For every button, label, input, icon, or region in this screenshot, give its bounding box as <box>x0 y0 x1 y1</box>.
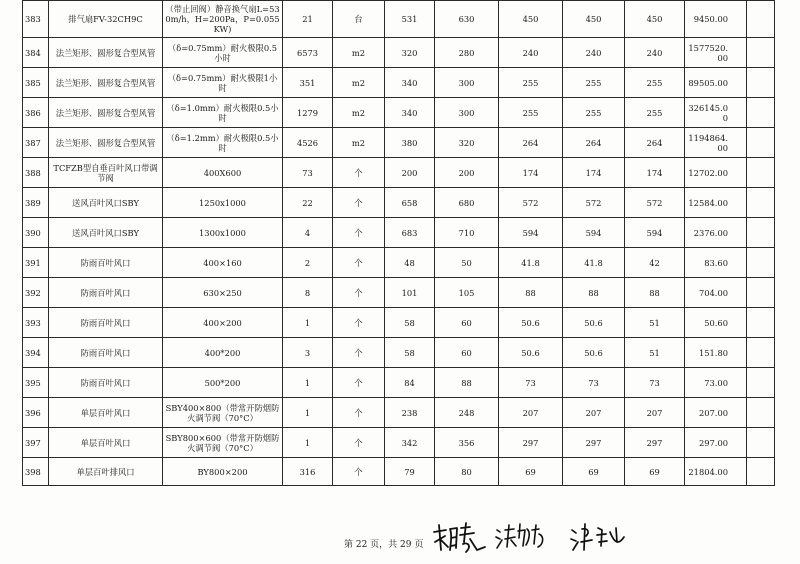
item-spec: （δ=1.2mm）耐火极限0.5小时 <box>163 128 283 158</box>
item-number: 395 <box>23 368 49 398</box>
remarks-cell <box>747 128 775 158</box>
item-spec: SBY400×800（带常开防烟防火调节阀（70°C） <box>163 398 283 428</box>
price-4: 41.8 <box>563 248 625 278</box>
price-5: 207 <box>625 398 685 428</box>
signature-1 <box>430 520 492 558</box>
item-total: 83.60 <box>685 248 747 278</box>
item-spec: 1250x1000 <box>163 188 283 218</box>
price-4: 255 <box>563 98 625 128</box>
item-number: 394 <box>23 338 49 368</box>
item-quantity: 8 <box>283 278 333 308</box>
item-quantity: 1 <box>283 398 333 428</box>
price-4: 88 <box>563 278 625 308</box>
item-total: 89505.00 <box>685 68 747 98</box>
item-number: 386 <box>23 98 49 128</box>
remarks-cell <box>747 38 775 68</box>
price-3: 73 <box>499 368 563 398</box>
item-total: 50.60 <box>685 308 747 338</box>
price-5: 42 <box>625 248 685 278</box>
table-row <box>23 398 775 428</box>
price-2: 710 <box>435 218 499 248</box>
page-number: 第 22 页，共 29 页 <box>344 540 424 550</box>
price-1: 340 <box>385 68 435 98</box>
item-total: 207.00 <box>685 398 747 428</box>
page-footer <box>344 537 426 550</box>
price-4: 297 <box>563 428 625 458</box>
price-2: 105 <box>435 278 499 308</box>
item-unit: 个 <box>333 368 385 398</box>
item-unit: m2 <box>333 68 385 98</box>
item-name: 单层百叶风口 <box>49 428 163 458</box>
item-total: 704.00 <box>685 278 747 308</box>
item-quantity: 3 <box>283 338 333 368</box>
item-name: 单层百叶排风口 <box>49 458 163 486</box>
price-1: 683 <box>385 218 435 248</box>
price-5: 572 <box>625 188 685 218</box>
item-total: 1194864.00 <box>685 128 747 158</box>
price-5: 255 <box>625 98 685 128</box>
item-quantity: 316 <box>283 458 333 486</box>
item-spec: 400X600 <box>163 158 283 188</box>
item-number: 397 <box>23 428 49 458</box>
price-3: 594 <box>499 218 563 248</box>
item-unit: 个 <box>333 458 385 486</box>
item-quantity: 351 <box>283 68 333 98</box>
item-spec: 400×200 <box>163 308 283 338</box>
price-3: 41.8 <box>499 248 563 278</box>
item-name: 法兰矩形、圆形复合型风管 <box>49 98 163 128</box>
price-1: 340 <box>385 98 435 128</box>
price-4: 207 <box>563 398 625 428</box>
table-row <box>23 128 775 158</box>
price-2: 300 <box>435 98 499 128</box>
item-number: 388 <box>23 158 49 188</box>
remarks-cell <box>747 428 775 458</box>
price-1: 380 <box>385 128 435 158</box>
price-2: 80 <box>435 458 499 486</box>
item-unit: 个 <box>333 188 385 218</box>
price-5: 51 <box>625 338 685 368</box>
price-1: 531 <box>385 1 435 38</box>
item-total: 2376.00 <box>685 218 747 248</box>
item-quantity: 73 <box>283 158 333 188</box>
table-row <box>23 38 775 68</box>
signature-2 <box>494 520 550 554</box>
item-quantity: 6573 <box>283 38 333 68</box>
price-2: 50 <box>435 248 499 278</box>
table-body <box>23 1 775 486</box>
item-name: 送风百叶风口SBY <box>49 218 163 248</box>
price-1: 58 <box>385 338 435 368</box>
price-1: 58 <box>385 308 435 338</box>
table-row <box>23 458 775 486</box>
price-table <box>22 0 775 486</box>
price-1: 342 <box>385 428 435 458</box>
price-4: 594 <box>563 218 625 248</box>
price-5: 51 <box>625 308 685 338</box>
item-number: 390 <box>23 218 49 248</box>
item-unit: m2 <box>333 38 385 68</box>
price-3: 88 <box>499 278 563 308</box>
remarks-cell <box>747 68 775 98</box>
table-row <box>23 248 775 278</box>
remarks-cell <box>747 458 775 486</box>
price-5: 174 <box>625 158 685 188</box>
item-spec: （带止回阀）静音换气扇L=530m/h，H=200Pa，P=0.055KW) <box>163 1 283 38</box>
item-unit: 个 <box>333 158 385 188</box>
price-5: 88 <box>625 278 685 308</box>
item-total: 73.00 <box>685 368 747 398</box>
price-2: 280 <box>435 38 499 68</box>
table-row <box>23 218 775 248</box>
price-2: 300 <box>435 68 499 98</box>
item-total: 297.00 <box>685 428 747 458</box>
price-3: 572 <box>499 188 563 218</box>
item-number: 398 <box>23 458 49 486</box>
item-quantity: 21 <box>283 1 333 38</box>
price-2: 630 <box>435 1 499 38</box>
item-quantity: 2 <box>283 248 333 278</box>
item-name: 法兰矩形、圆形复合型风管 <box>49 38 163 68</box>
item-name: 单层百叶风口 <box>49 398 163 428</box>
price-1: 238 <box>385 398 435 428</box>
item-name: 排气扇FV-32CH9C <box>49 1 163 38</box>
table-row <box>23 188 775 218</box>
item-number: 389 <box>23 188 49 218</box>
item-name: 防雨百叶风口 <box>49 248 163 278</box>
item-quantity: 22 <box>283 188 333 218</box>
item-spec: SBY800×600（带常开防烟防火调节阀（70°C） <box>163 428 283 458</box>
price-3: 255 <box>499 68 563 98</box>
item-number: 385 <box>23 68 49 98</box>
item-spec: 400×160 <box>163 248 283 278</box>
table-row <box>23 368 775 398</box>
price-5: 255 <box>625 68 685 98</box>
item-name: 防雨百叶风口 <box>49 338 163 368</box>
item-name: TCFZB型自垂百叶风口带调节阀 <box>49 158 163 188</box>
item-unit: 个 <box>333 308 385 338</box>
item-number: 396 <box>23 398 49 428</box>
item-total: 21804.00 <box>685 458 747 486</box>
price-4: 50.6 <box>563 338 625 368</box>
item-quantity: 1 <box>283 368 333 398</box>
item-spec: BY800×200 <box>163 458 283 486</box>
remarks-cell <box>747 368 775 398</box>
item-unit: 个 <box>333 398 385 428</box>
price-5: 450 <box>625 1 685 38</box>
table-row <box>23 278 775 308</box>
price-4: 240 <box>563 38 625 68</box>
price-4: 572 <box>563 188 625 218</box>
price-2: 200 <box>435 158 499 188</box>
price-2: 680 <box>435 188 499 218</box>
item-total: 1577520.00 <box>685 38 747 68</box>
price-4: 174 <box>563 158 625 188</box>
item-total: 12702.00 <box>685 158 747 188</box>
price-1: 48 <box>385 248 435 278</box>
item-name: 法兰矩形、圆形复合型风管 <box>49 68 163 98</box>
item-total: 151.80 <box>685 338 747 368</box>
remarks-cell <box>747 338 775 368</box>
price-5: 73 <box>625 368 685 398</box>
price-3: 50.6 <box>499 338 563 368</box>
price-4: 50.6 <box>563 308 625 338</box>
item-spec: 400*200 <box>163 338 283 368</box>
price-2: 60 <box>435 338 499 368</box>
item-quantity: 1 <box>283 428 333 458</box>
price-1: 84 <box>385 368 435 398</box>
item-number: 391 <box>23 248 49 278</box>
item-number: 392 <box>23 278 49 308</box>
table-row <box>23 68 775 98</box>
item-number: 384 <box>23 38 49 68</box>
price-5: 69 <box>625 458 685 486</box>
item-spec: （δ=0.75mm）耐火极限1小时 <box>163 68 283 98</box>
item-spec: （δ=1.0mm）耐火极限0.5小时 <box>163 98 283 128</box>
item-unit: 个 <box>333 428 385 458</box>
price-2: 88 <box>435 368 499 398</box>
remarks-cell <box>747 248 775 278</box>
remarks-cell <box>747 188 775 218</box>
item-name: 送风百叶风口SBY <box>49 188 163 218</box>
item-spec: 1300x1000 <box>163 218 283 248</box>
item-name: 防雨百叶风口 <box>49 278 163 308</box>
item-total: 9450.00 <box>685 1 747 38</box>
remarks-cell <box>747 158 775 188</box>
remarks-cell <box>747 308 775 338</box>
table-row <box>23 338 775 368</box>
price-3: 240 <box>499 38 563 68</box>
remarks-cell <box>747 278 775 308</box>
price-2: 356 <box>435 428 499 458</box>
table-row <box>23 158 775 188</box>
table-row <box>23 1 775 38</box>
price-4: 450 <box>563 1 625 38</box>
item-unit: 个 <box>333 248 385 278</box>
item-quantity: 4526 <box>283 128 333 158</box>
remarks-cell <box>747 398 775 428</box>
price-5: 240 <box>625 38 685 68</box>
item-unit: 台 <box>333 1 385 38</box>
item-name: 防雨百叶风口 <box>49 308 163 338</box>
item-unit: 个 <box>333 338 385 368</box>
price-3: 174 <box>499 158 563 188</box>
price-3: 207 <box>499 398 563 428</box>
table-row <box>23 98 775 128</box>
price-3: 69 <box>499 458 563 486</box>
item-number: 383 <box>23 1 49 38</box>
price-3: 297 <box>499 428 563 458</box>
remarks-cell <box>747 218 775 248</box>
price-2: 60 <box>435 308 499 338</box>
item-quantity: 1279 <box>283 98 333 128</box>
document-page <box>22 0 774 486</box>
price-3: 50.6 <box>499 308 563 338</box>
remarks-cell <box>747 98 775 128</box>
item-spec: （δ=0.75mm）耐火极限0.5小时 <box>163 38 283 68</box>
item-unit: m2 <box>333 128 385 158</box>
price-4: 69 <box>563 458 625 486</box>
price-4: 264 <box>563 128 625 158</box>
price-5: 264 <box>625 128 685 158</box>
price-1: 79 <box>385 458 435 486</box>
table-row <box>23 428 775 458</box>
price-1: 320 <box>385 38 435 68</box>
price-3: 255 <box>499 98 563 128</box>
item-number: 393 <box>23 308 49 338</box>
item-unit: 个 <box>333 278 385 308</box>
signature-3 <box>568 520 628 556</box>
price-5: 594 <box>625 218 685 248</box>
price-3: 450 <box>499 1 563 38</box>
price-1: 658 <box>385 188 435 218</box>
price-2: 248 <box>435 398 499 428</box>
item-unit: m2 <box>333 98 385 128</box>
price-4: 255 <box>563 68 625 98</box>
item-quantity: 4 <box>283 218 333 248</box>
price-5: 297 <box>625 428 685 458</box>
item-name: 防雨百叶风口 <box>49 368 163 398</box>
item-number: 387 <box>23 128 49 158</box>
price-2: 320 <box>435 128 499 158</box>
item-total: 326145.00 <box>685 98 747 128</box>
price-3: 264 <box>499 128 563 158</box>
item-spec: 500*200 <box>163 368 283 398</box>
item-quantity: 1 <box>283 308 333 338</box>
item-name: 法兰矩形、圆形复合型风管 <box>49 128 163 158</box>
item-total: 12584.00 <box>685 188 747 218</box>
item-unit: 个 <box>333 218 385 248</box>
item-spec: 630×250 <box>163 278 283 308</box>
remarks-cell <box>747 1 775 38</box>
price-1: 101 <box>385 278 435 308</box>
price-4: 73 <box>563 368 625 398</box>
table-row <box>23 308 775 338</box>
price-1: 200 <box>385 158 435 188</box>
